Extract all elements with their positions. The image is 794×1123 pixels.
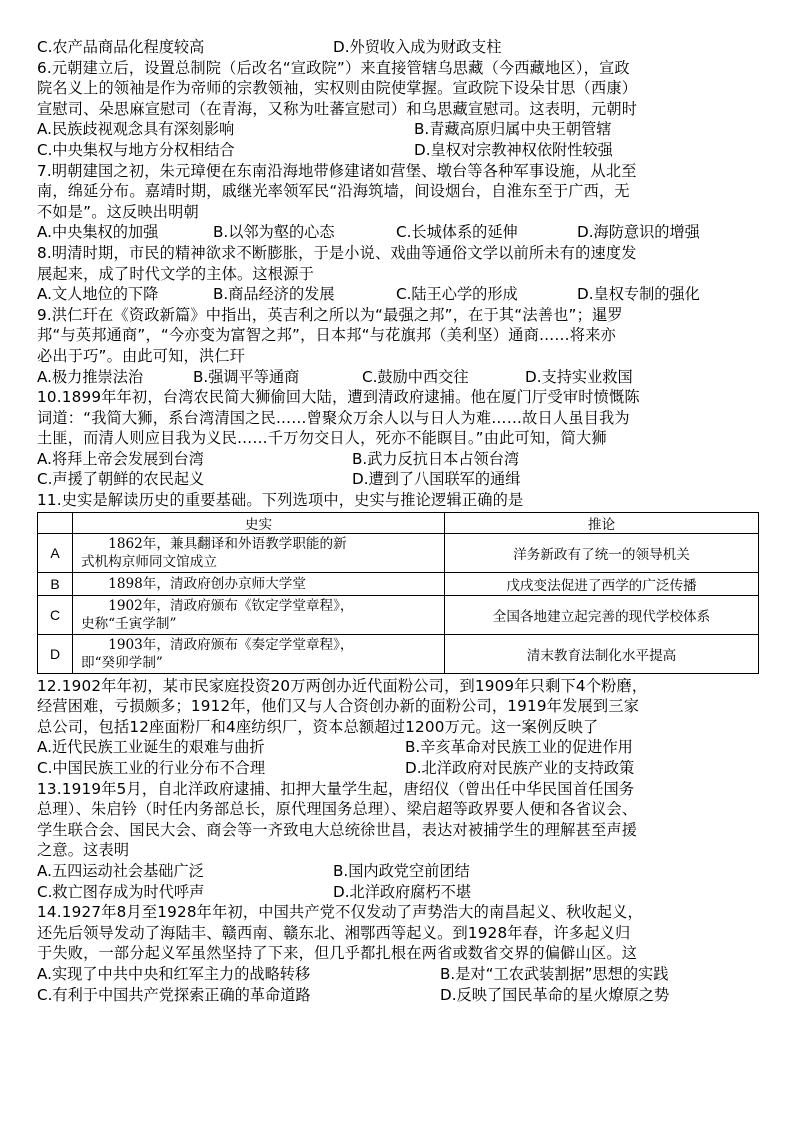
question-text-line: 13.1919年5月，自北洋政府逮捕、扣押大量学生起，唐绍仪（曾出任中华民国首任国务: [37, 779, 635, 798]
table-row: [38, 595, 759, 634]
option-b: B.武力反抗日本占领台湾: [352, 449, 520, 468]
option-a: A.近代民族工业诞生的艰难与曲折: [37, 738, 265, 757]
option-d: D.反映了国民革命的星火燎原之势: [440, 985, 670, 1004]
option-d: D.北洋政府腐朽不堪: [333, 882, 472, 901]
option-a: A.极力推崇法治: [37, 367, 144, 386]
fact-text-line: 式机构京师同文馆成立: [81, 553, 217, 570]
option-b: B.以邻为壑的心态: [213, 223, 335, 242]
option-d: D.遭到了八国联军的通缉: [352, 470, 521, 489]
question-6: [37, 58, 759, 161]
question-text-line: 词道：“我简大狮，系台湾清国之民……曾聚众万余人以与日人为难……故日人虽目我为: [37, 408, 630, 427]
history-table: [37, 512, 759, 674]
inference-cell: 清末教育法制化水平提高: [445, 634, 759, 673]
prev-question-options: [37, 37, 759, 58]
question-text-line: 12.1902年年初，某市民家庭投资20万两创办近代面粉公司，到1909年只剩下4个粉磨，: [37, 676, 648, 695]
question-text-line: 7.明朝建国之初，朱元璋便在东南沿海地带修建诸如营堡、墩台等各种军事设施，从北至: [37, 161, 637, 180]
fact-text-line: 1898年，清政府创办京师大学堂: [108, 575, 306, 592]
option-c: C.中国民族工业的行业分布不合理: [37, 759, 266, 778]
option-c: C.有利于中国共产党探索正确的革命道路: [37, 985, 311, 1004]
fact-text-line: 1902年，清政府颁布《钦定学堂章程》，: [108, 597, 354, 614]
question-text-line: 学生联合会、国民大会、商会等一齐致电大总统徐世昌，表达对被捕学生的理解甚至声援: [37, 820, 638, 839]
inference-cell: 戊戌变法促进了西学的广泛传播: [445, 572, 759, 595]
options-row: [37, 284, 759, 305]
question-10: [37, 387, 759, 490]
question-text-line: 南，绵延分布。嘉靖时期，戚继光率领军民“沿海筑墙，间设烟台，自淮东至于广西，无: [37, 182, 630, 201]
question-text-line: 14.1927年8月至1928年年初，中国共产党不仅发动了声势浩大的南昌起义、秋收起义，: [37, 903, 643, 922]
option-c: C.中央集权与地方分权相结合: [37, 140, 235, 159]
inference-cell: 洋务新政有了统一的领导机关: [445, 533, 759, 572]
row-key: D: [38, 634, 73, 673]
question-9: [37, 305, 759, 387]
row-key: A: [38, 533, 73, 572]
table-row: [38, 533, 759, 572]
option-a: A.将拜上帝会发展到台湾: [37, 449, 204, 468]
question-text-line: 之意。这表明: [37, 841, 130, 860]
options-row: [37, 861, 759, 882]
fact-cell: [73, 572, 445, 595]
question-text-line: 邦“与英邦通商”，“今亦变为富智之邦”，日本邦“与花旗邦（美利坚）通商……将来亦: [37, 326, 616, 345]
option-d: D.外贸收入成为财政支柱: [333, 38, 502, 56]
option-d: D.支持实业救国: [525, 367, 633, 386]
option-c: C.鼓励中西交往: [362, 367, 469, 386]
option-c: C.救亡图存成为时代呼声: [37, 882, 205, 901]
option-a: A.民族歧视观念具有深刻影响: [37, 120, 235, 139]
question-text-line: 展起来，成了时代文学的主体。这根源于: [37, 264, 314, 283]
option-d: D.海防意识的增强: [577, 223, 700, 242]
fact-text-line: 1862年，兼具翻译和外语教学职能的新: [108, 535, 347, 552]
fact-cell: [73, 595, 445, 634]
options-row: [37, 758, 759, 779]
option-b: B.是对“工农武装割据”思想的实践: [440, 964, 669, 983]
options-row: [37, 449, 759, 470]
question-text-line: 还先后领导发动了海陆丰、赣西南、赣东北、湘鄂西等起义。到1928年春，许多起义归: [37, 923, 631, 942]
option-b: B.国内政党空前团结: [333, 862, 470, 880]
table-row: [38, 634, 759, 673]
table-header-row: [38, 512, 759, 533]
question-text-line: 总公司，包括12座面粉厂和4座纺织厂，资本总额超过1200万元。这一案例反映了: [37, 717, 599, 736]
question-text-line: 9.洪仁玕在《资政新篇》中指出，英吉利之所以为“最强之邦”，在于其“法善也”；暹罗: [37, 305, 623, 324]
option-a: A.实现了中共中央和红军主力的战略转移: [37, 964, 311, 983]
fact-cell: [73, 533, 445, 572]
question-text-line: 土匪，而清人则应目我为义民……千万勿交日人，死亦不能瞑目。”由此可知，简大狮: [37, 429, 607, 448]
column-header-inference: 推论: [445, 512, 759, 533]
options-row: [37, 882, 759, 903]
column-header-fact: 史实: [73, 512, 445, 533]
question-7: [37, 161, 759, 243]
options-row: [37, 964, 759, 985]
option-b: B.强调平等通商: [193, 367, 300, 386]
option-d: D.皇权专制的强化: [577, 285, 700, 304]
options-row: [37, 140, 759, 161]
question-text-line: 必出于巧”。由此可知，洪仁玕: [37, 346, 246, 365]
option-a: A.中央集权的加强: [37, 223, 159, 242]
question-text-line: 11.史实是解读历史的重要基础。下列选项中，史实与推论逻辑正确的是: [37, 491, 524, 510]
options-row: [37, 119, 759, 140]
option-a: A.文人地位的下降: [37, 285, 159, 304]
options-row: [37, 985, 759, 1006]
question-text-line: 8.明清时期，市民的精神欲求不断膨胀，于是小说、戏曲等通俗文学以前所未有的速度发: [37, 243, 637, 262]
fact-text-line: 1903年，清政府颁布《奏定学堂章程》，: [108, 636, 354, 653]
fact-text-line: 即“癸卯学制”: [81, 654, 163, 671]
options-row: [37, 469, 759, 490]
option-b: B.辛亥革命对民族工业的促进作用: [405, 738, 633, 757]
question-12: [37, 676, 759, 779]
fact-cell: [73, 634, 445, 673]
question-14: [37, 902, 759, 1005]
option-c: C.长城体系的延伸: [396, 223, 518, 242]
question-text-line: 10.1899年年初，台湾农民简大狮偷回大陆，遭到清政府逮捕。他在厦门厅受审时愤慨陈: [37, 388, 640, 407]
option-d: D.皇权对宗教神权依附性较强: [414, 140, 613, 159]
row-key: B: [38, 572, 73, 595]
question-text-line: 院名义上的领袖是作为帝师的宗教领袖，实权则由院使掌握。宣政院下设朵甘思（西康）: [37, 79, 638, 98]
options-row: [37, 222, 759, 243]
question-text-line: 不如是”。这反映出明朝: [37, 202, 199, 221]
question-text-line: 经营困难，亏损颇多；1912年，他们又与人合资创办新的面粉公司，1919年发展到三家: [37, 697, 640, 716]
question-text-line: 宣慰司、朵思麻宣慰司（在青海，又称为吐蕃宣慰司）和乌思藏宣慰司。这表明，元朝时: [37, 99, 638, 118]
table-row: [38, 572, 759, 595]
options-row: [37, 737, 759, 758]
option-c: C.陆王心学的形成: [396, 285, 518, 304]
question-text-line: 于失败，一部分起义军虽然坚持了下来，但几乎都扎根在两省或数省交界的偏僻山区。这: [37, 944, 638, 963]
options-row: [37, 367, 759, 388]
question-8: [37, 243, 759, 305]
row-key: C: [38, 595, 73, 634]
question-text-line: 6.元朝建立后，设置总制院（后改名“宣政院”）来直接管辖乌思藏（今西藏地区），宣政: [37, 58, 630, 77]
question-11: [37, 490, 759, 674]
option-c: C.声援了朝鲜的农民起义: [37, 470, 205, 489]
fact-text-line: 史称“壬寅学制”: [81, 615, 177, 632]
option-b: B.青藏高原归属中央王朝管辖: [414, 120, 612, 139]
option-b: B.商品经济的发展: [213, 285, 335, 304]
question-13: [37, 779, 759, 903]
option-d: D.北洋政府对民族产业的支持政策: [405, 759, 635, 778]
inference-cell: 全国各地建立起完善的现代学校体系: [445, 595, 759, 634]
question-text-line: 总理）、朱启钤（时任内务部总长，原代理国务总理）、梁启超等政界要人便和各省议会、: [37, 800, 638, 819]
option-a: A.五四运动社会基础广泛: [37, 862, 204, 880]
option-c: C.农产品商品化程度较高: [37, 38, 205, 56]
exam-page: [37, 37, 759, 1005]
